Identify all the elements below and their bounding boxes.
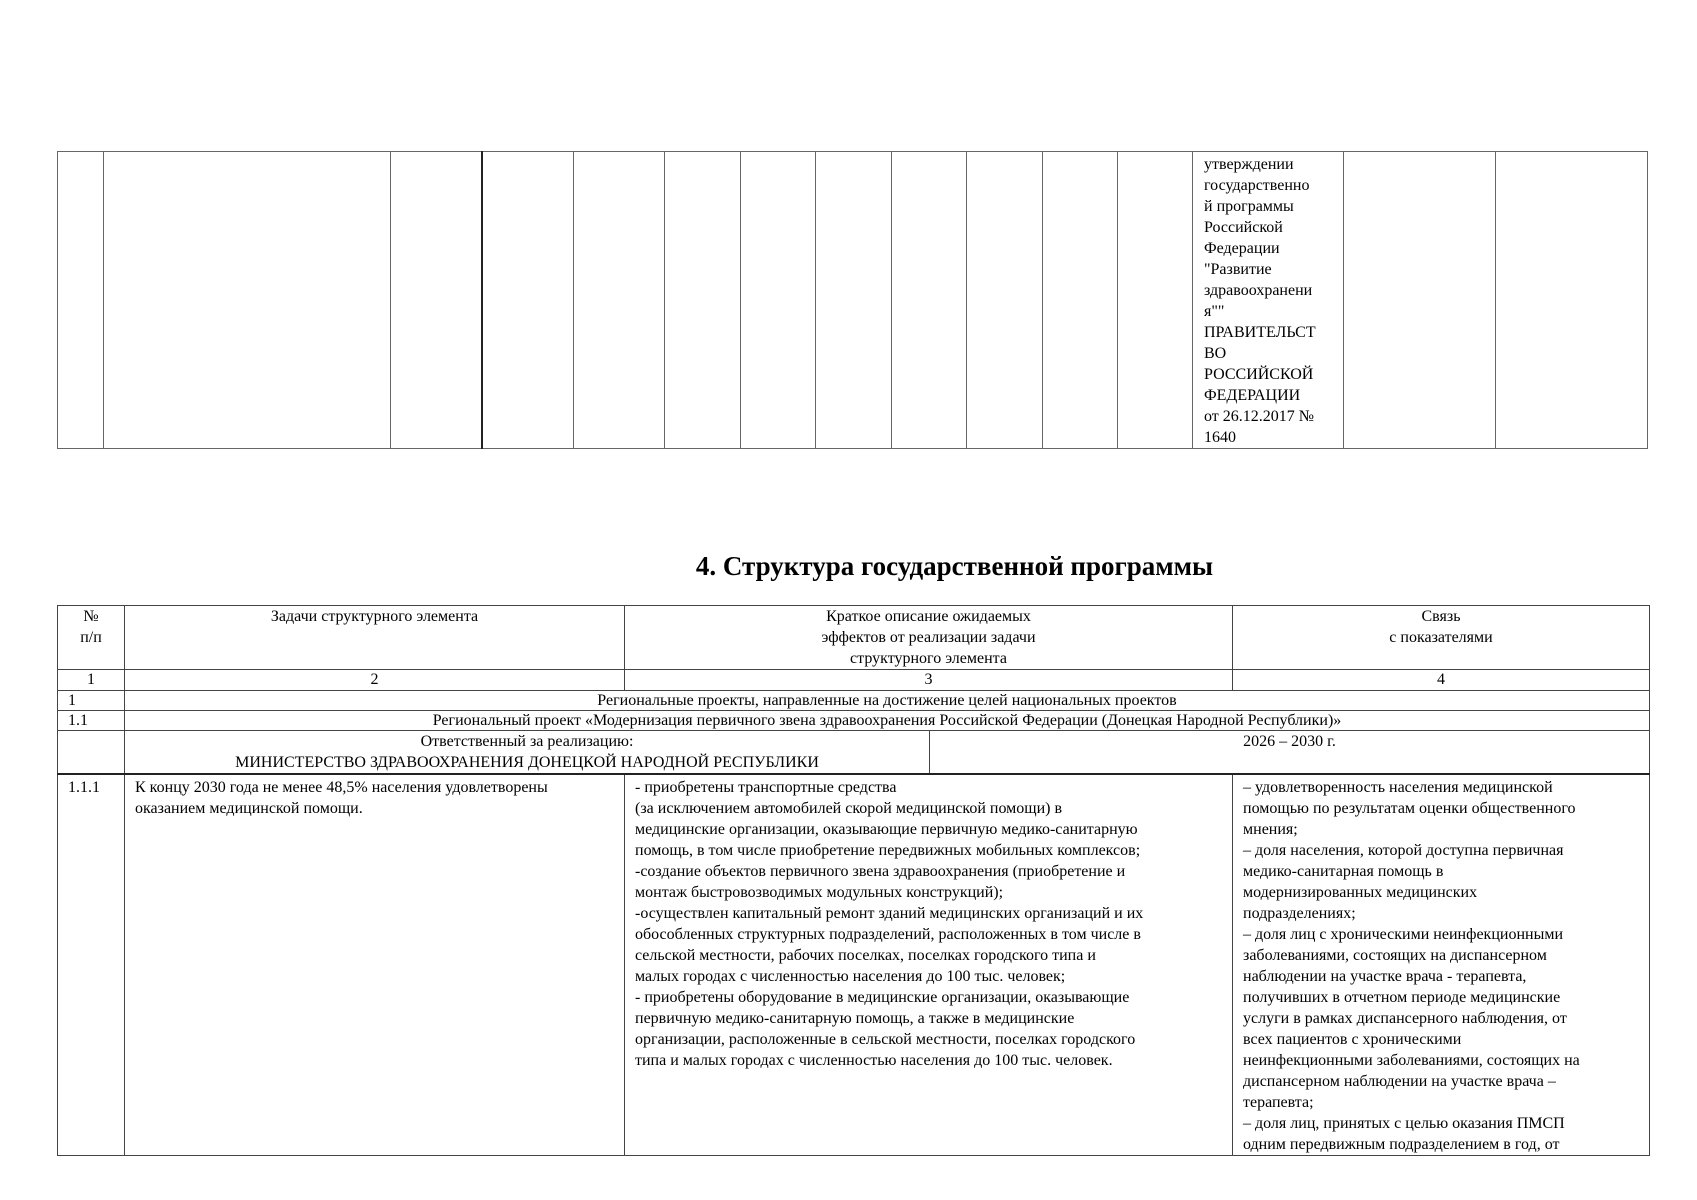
text-line: - приобретены оборудование в медицинские организации, оказывающие [635,989,1130,1006]
text-line: й программы [1204,198,1294,215]
text-line: – доля лиц с хроническими неинфекционными [1243,926,1563,943]
text-line: получивших в отчетном периоде медицинские [1243,989,1561,1006]
text-line: всех пациентов с хроническими [1243,1031,1462,1048]
table-cell [104,152,391,449]
text-line: "Развитие [1204,261,1272,278]
table-cell [58,152,104,449]
column-number: 3 [625,670,1233,691]
text-line: - приобретены транспортные средства [635,779,897,796]
table-cell [1344,152,1496,449]
text-line: типа и малых городах с численностью населения до 100 тыс. человек. [635,1052,1113,1069]
text-line: услуги в рамках диспансерного наблюдения, от [1243,1010,1567,1027]
text-line: утверждении [1204,156,1294,173]
indicator-links [1233,774,1650,1156]
decree-reference-cell [1193,152,1344,449]
project-text: Региональный проект «Модернизация первичного звена здравоохранения Российской Федерации (Донецкая Народной Республики)» [125,711,1650,731]
table-cell [741,152,816,449]
header-effects-line: Краткое описание ожидаемых [826,608,1031,625]
text-line: К концу 2030 года не менее 48,5% населения удовлетворены [135,779,548,796]
text-line: РОССИЙСКОЙ [1204,366,1314,383]
text-line: медико-санитарная помощь в [1243,863,1444,880]
text-line: 1640 [1204,429,1236,446]
table-cell [574,152,665,449]
text-line: я"" [1204,303,1225,320]
table-cell [665,152,741,449]
text-line: заболеваниями, состоящих на диспансерном [1243,947,1547,964]
table-cell [1496,152,1648,449]
text-line: от 26.12.2017 № [1204,408,1315,425]
expected-effects [625,774,1233,1156]
text-line: модернизированных медицинских [1243,884,1478,901]
table-cell [1043,152,1118,449]
continuation-row [58,152,1648,449]
responsible-cell [125,731,930,775]
text-line: оказанием медицинской помощи. [135,800,363,817]
header-link [1233,606,1650,670]
task-num: 1.1.1 [58,774,125,1156]
text-line: сельской местности, рабочих поселках, поселках городского типа и [635,947,1096,964]
text-line: организации, расположенные в сельской местности, поселках городского [635,1031,1136,1048]
text-line: монтаж быстровозводимых модульных конструкций); [635,884,1004,901]
text-line: Федерации [1204,240,1280,257]
header-effects-line: структурного элемента [850,650,1007,667]
continuation-table [57,151,1648,449]
text-line: одним передвижным подразделением в год, от [1243,1136,1560,1153]
table-cell [391,152,482,449]
column-number: 2 [125,670,625,691]
header-tasks: Задачи структурного элемента [125,606,625,670]
project-num: 1.1 [58,711,125,731]
section-text: Региональные проекты, направленные на достижение целей национальных проектов [125,691,1650,711]
text-line: ВО [1204,345,1227,362]
table-cell [1118,152,1193,449]
section-row [58,691,1650,711]
responsible-value: МИНИСТЕРСТВО ЗДРАВООХРАНЕНИЯ ДОНЕЦКОЙ НАРОДНОЙ РЕСПУБЛИКИ [235,754,819,771]
header-num-line: п/п [80,629,102,646]
table-cell [482,152,574,449]
text-line: – доля лиц, принятых с целью оказания ПМСП [1243,1115,1565,1132]
text-line: – доля населения, которой доступна первичная [1243,842,1564,859]
text-line: ПРАВИТЕЛЬСТ [1204,324,1316,341]
text-line: Российской [1204,219,1283,236]
responsible-label: Ответственный за реализацию: [420,733,634,750]
text-line: – удовлетворенность населения медицинской [1243,779,1553,796]
text-line: -создание объектов первичного звена здравоохранения (приобретение и [635,863,1126,880]
text-line: государственно [1204,177,1310,194]
structure-table [57,605,1650,1156]
text-line: подразделениях; [1243,905,1356,922]
header-link-line: Связь [1421,608,1461,625]
table-cell [58,731,125,775]
table-cell [967,152,1043,449]
text-line: малых городах с численностью населения до 100 тыс. человек; [635,968,1066,985]
header-link-line: с показателями [1389,629,1493,646]
table-cell [892,152,967,449]
responsible-row [58,731,1650,775]
column-number: 4 [1233,670,1650,691]
text-line: помощь, в том числе приобретение передвижных мобильных комплексов; [635,842,1141,859]
text-line: наблюдении на участке врача - терапевта, [1243,968,1527,985]
text-line: здравоохранени [1204,282,1313,299]
header-row [58,606,1650,670]
text-line: помощью по результатам оценки общественного [1243,800,1576,817]
text-line: неинфекционными заболеваниями, состоящих на [1243,1052,1580,1069]
header-effects [625,606,1233,670]
project-row [58,711,1650,731]
header-num-line: № [83,608,99,625]
text-line: медицинские организации, оказывающие первичную медико-санитарную [635,821,1138,838]
text-line: диспансерном наблюдении на участке врача – [1243,1073,1556,1090]
text-line: мнения; [1243,821,1298,838]
header-num [58,606,125,670]
section-num: 1 [58,691,125,711]
task-row [58,774,1650,1156]
section-title: 4. Структура государственной программы [695,551,1214,581]
text-line: терапевта; [1243,1094,1314,1111]
task-description [125,774,625,1156]
text-line: (за исключением автомобилей скорой медицинской помощи) в [635,800,1063,817]
column-number: 1 [58,670,125,691]
period-cell: 2026 – 2030 г. [930,731,1650,775]
text-line: обособленных структурных подразделений, расположенных в том числе в [635,926,1141,943]
header-effects-line: эффектов от реализации задачи [821,629,1036,646]
column-number-row [58,670,1650,691]
text-line: ФЕДЕРАЦИИ [1204,387,1301,404]
table-cell [816,152,892,449]
text-line: -осуществлен капитальный ремонт зданий медицинских организаций и их [635,905,1144,922]
text-line: первичную медико-санитарную помощь, а также в медицинские [635,1010,1075,1027]
